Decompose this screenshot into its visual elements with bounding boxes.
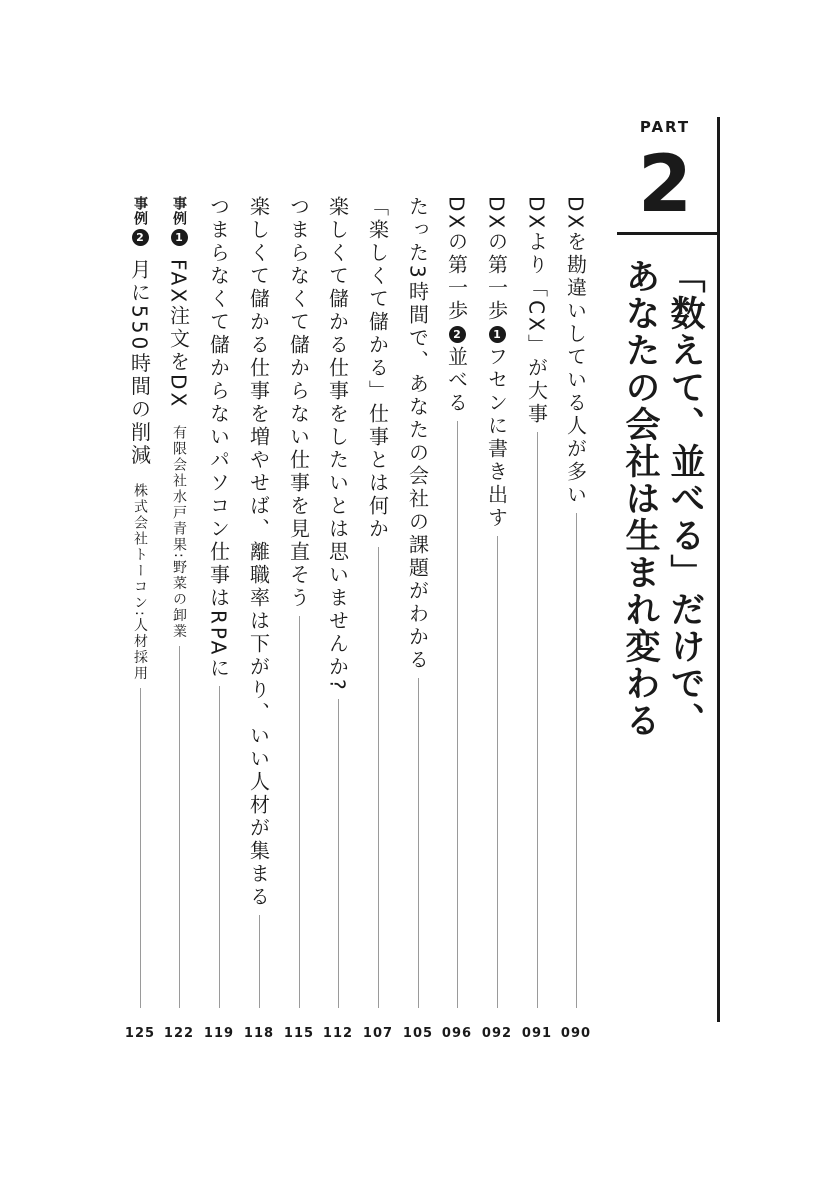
- toc-page-number: 107: [362, 1026, 394, 1041]
- toc-entry[interactable]: [404, 196, 432, 1008]
- toc-page-number: 091: [521, 1026, 553, 1041]
- toc-leader: [378, 547, 379, 1008]
- toc-case-entry[interactable]: [165, 196, 193, 1008]
- toc-page-number: 096: [441, 1026, 473, 1041]
- toc-leader: [299, 616, 300, 1008]
- case-number-badge: 2: [132, 229, 149, 246]
- toc-entry-title[interactable]: DXを勘違いしている人が多い: [563, 196, 588, 508]
- toc-page-number: 112: [322, 1026, 354, 1041]
- toc-page-number: 115: [283, 1026, 315, 1041]
- toc-leader: [338, 699, 339, 1008]
- toc-entry-title[interactable]: つまらなくて儲からないパソコン仕事はRPAに: [206, 196, 231, 681]
- toc-entry[interactable]: [324, 196, 352, 1008]
- part-number: 2: [637, 140, 693, 230]
- toc-entry-title[interactable]: 「楽しくて儲かる」仕事とは何か: [365, 196, 390, 541]
- case-subtitle: 有限会社水戸青果:野菜の卸業: [171, 425, 187, 640]
- toc-page-number: 118: [243, 1026, 275, 1041]
- toc-entry-title[interactable]: DXの第一歩: [444, 196, 469, 324]
- part-vertical-rule: [717, 117, 720, 1022]
- toc-leader: [418, 678, 419, 1008]
- case-subtitle: 株式会社トーコン:人材採用: [132, 483, 148, 682]
- step-number-badge: 1: [489, 326, 506, 343]
- toc-entry-title-suffix[interactable]: 並べる: [444, 346, 469, 416]
- toc-page-number: 092: [481, 1026, 513, 1041]
- toc-entry-title[interactable]: たった3時間で、あなたの会社の課題がわかる: [405, 196, 430, 672]
- toc-entry-title[interactable]: 楽しくて儲かる仕事をしたいとは思いませんか?: [325, 196, 350, 693]
- toc-page-number: 119: [203, 1026, 235, 1041]
- toc-entry[interactable]: [205, 196, 233, 1008]
- step-number-badge: 2: [449, 326, 466, 343]
- toc-leader: [140, 688, 141, 1008]
- toc-leader: [576, 513, 577, 1008]
- toc-case-entry[interactable]: [126, 196, 154, 1008]
- toc-page-number: 125: [124, 1026, 156, 1041]
- case-number-badge: 1: [171, 229, 188, 246]
- toc-page-number: 105: [402, 1026, 434, 1041]
- case-title[interactable]: FAX注文をDX: [166, 259, 191, 410]
- part-horizontal-rule: [617, 232, 719, 235]
- toc-leader: [537, 432, 538, 1008]
- toc-entry[interactable]: [364, 196, 392, 1008]
- toc-entry-title[interactable]: つまらなくて儲からない仕事を見直そう: [286, 196, 311, 610]
- case-title[interactable]: 月に550時間の削減: [127, 259, 152, 468]
- part-label: PART: [639, 118, 691, 136]
- toc-leader: [457, 421, 458, 1008]
- toc-leader: [219, 686, 220, 1008]
- toc-entry-title[interactable]: DXより「CX」が大事: [524, 196, 549, 426]
- toc-entry[interactable]: [285, 196, 313, 1008]
- toc-page-number: 122: [163, 1026, 195, 1041]
- toc-leader: [259, 915, 260, 1008]
- part-title-line1: 「数えて、並べる」だけで、: [665, 258, 705, 739]
- toc-leader: [179, 646, 180, 1008]
- toc-entry-title[interactable]: 楽しくて儲かる仕事を増やせば、離職率は下がり、いい人材が集まる: [246, 196, 271, 909]
- toc-entry[interactable]: [443, 196, 471, 1008]
- toc-entry[interactable]: [483, 196, 511, 1008]
- toc-entry[interactable]: [245, 196, 273, 1008]
- toc-entry-title[interactable]: DXの第一歩: [484, 196, 509, 324]
- case-label: 事例: [171, 196, 187, 226]
- toc-entry[interactable]: [523, 196, 551, 1008]
- part-title-line2: あなたの会社は生まれ変わる: [620, 258, 660, 739]
- toc-page-number: 090: [560, 1026, 592, 1041]
- case-label: 事例: [132, 196, 148, 226]
- toc-entry-title-suffix[interactable]: フセンに書き出す: [484, 346, 509, 531]
- toc-leader: [497, 536, 498, 1008]
- toc-entry[interactable]: [562, 196, 590, 1008]
